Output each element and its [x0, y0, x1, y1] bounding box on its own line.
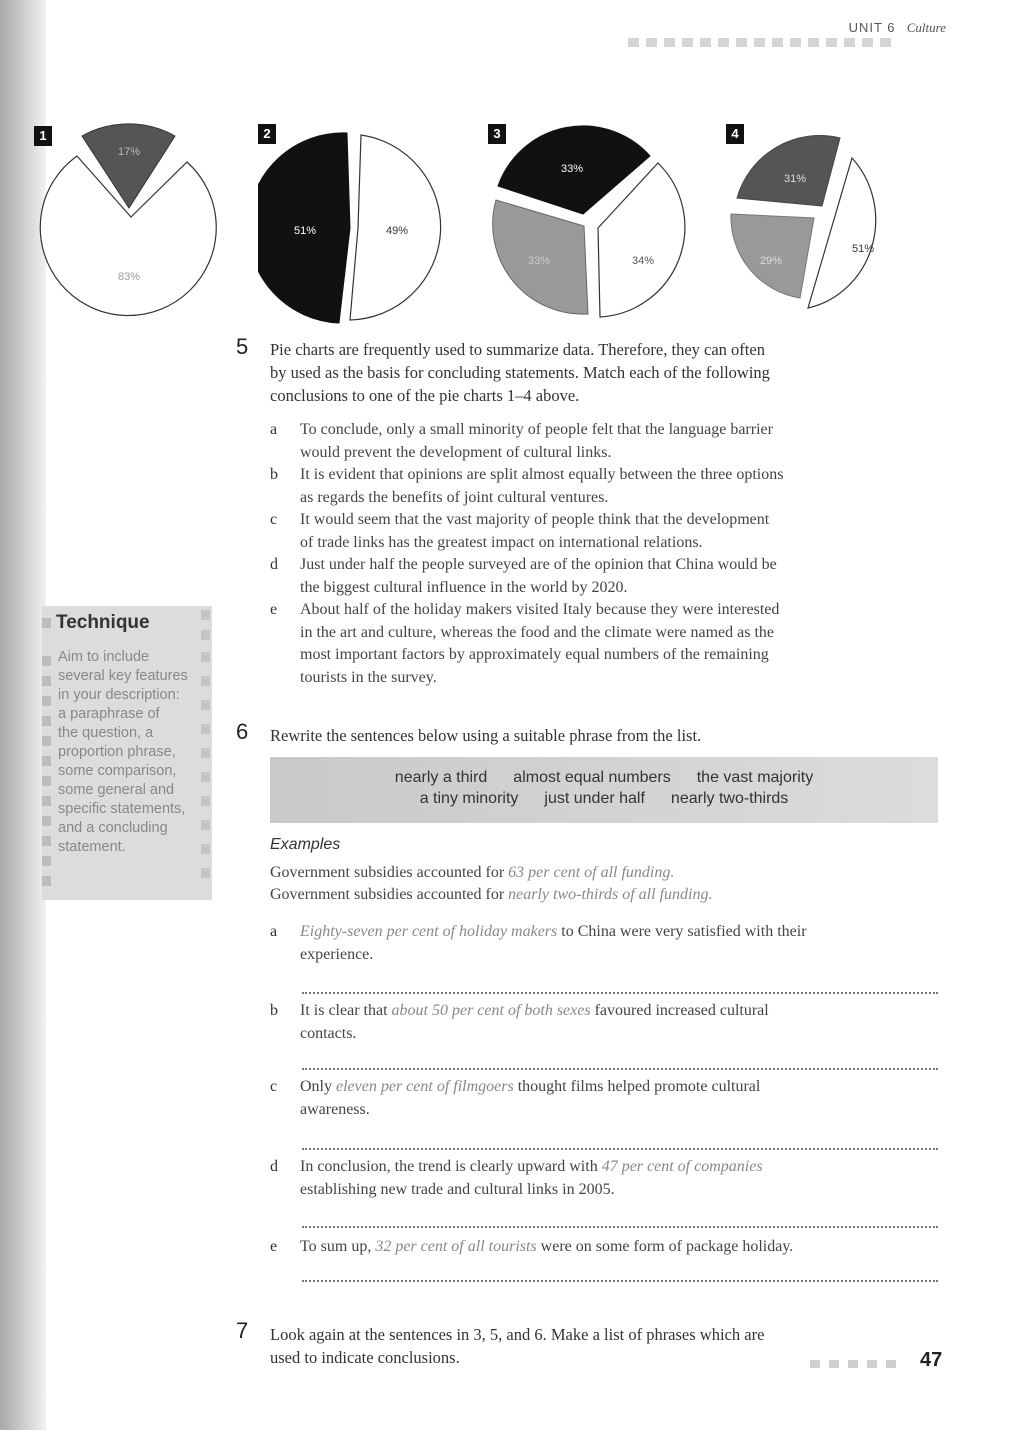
- section-label: Culture: [906, 20, 946, 35]
- example-1: Government subsidies accounted for 63 per cent of all funding.: [270, 864, 675, 881]
- pie-4-label-31: 31%: [784, 173, 807, 185]
- answer-line-a[interactable]: [302, 992, 938, 994]
- running-header: [849, 20, 946, 36]
- pie-4-slice-31: [737, 136, 840, 206]
- question-5-text: [270, 338, 950, 407]
- answer-line-e[interactable]: [302, 1280, 938, 1282]
- q5-line: conclusions to one of the pie charts 1–4 above.: [270, 386, 580, 405]
- technique-body: Aim to include several key features in your description: a paraphrase of the question, a proportion phrase, some comparison, some general and specific statements, and a concluding statement.: [58, 649, 188, 855]
- q6-item-a: a Eighty-seven per cent of holiday makers to China were very satisfied with their experience.: [270, 923, 807, 963]
- phrase-item: just under half: [544, 790, 645, 807]
- pie-1-label-small: 17%: [118, 146, 141, 158]
- question-7-text: Look again at the sentences in 3, 5, and 6. Make a list of phrases which are used to indicate conclusions.: [270, 1325, 765, 1367]
- q6-item-b: b It is clear that about 50 per cent of both sexes favoured increased cultural contacts.: [270, 1002, 769, 1042]
- phrase-item: the vast majority: [696, 769, 814, 786]
- q6-item-c: c Only eleven per cent of filmgoers thought films helped promote cultural awareness.: [270, 1078, 761, 1118]
- phrase-row-2: [270, 790, 938, 808]
- pie-4-label-29: 29%: [760, 255, 783, 267]
- unit-label: UNIT 6: [848, 20, 896, 35]
- pie-3-label-top: 33%: [561, 163, 584, 175]
- phrase-row-1: [270, 769, 938, 787]
- example-2: Government subsidies accounted for nearly two-thirds of all funding.: [270, 886, 713, 903]
- q5-line: by used as the basis for concluding statements. Match each of the following: [270, 363, 770, 382]
- pie-number-3: 3: [488, 124, 506, 144]
- answer-line-b[interactable]: [302, 1068, 938, 1070]
- q5-item-e: e About half of the holiday makers visited Italy because they were interested in the art and culture, whereas the food and the climate were named as the most important factors by approximately equal numbers of the remaining tourists in the survey.: [270, 601, 780, 686]
- phrase-list-box: [270, 757, 938, 823]
- pie-chart-2: [258, 118, 458, 338]
- question-5-number: 5: [236, 334, 249, 359]
- answer-line-d[interactable]: [302, 1226, 938, 1228]
- q5-item-a: a To conclude, only a small minority of people felt that the language barrier would prevent the development of cultural links.: [270, 421, 773, 461]
- technique-box: [42, 606, 212, 900]
- pie-chart-4: [726, 118, 926, 338]
- phrase-item: nearly a third: [394, 769, 488, 786]
- phrase-item: almost equal numbers: [513, 769, 671, 786]
- pie-3-label-right: 34%: [632, 255, 655, 267]
- question-6-text: Rewrite the sentences below using a suitable phrase from the list.: [270, 726, 702, 745]
- page-number: 47: [920, 1349, 943, 1371]
- phrase-item: nearly two-thirds: [670, 790, 789, 807]
- question-5-items: [270, 419, 950, 689]
- q6-item-e: e To sum up, 32 per cent of all tourists were on some form of package holiday.: [270, 1238, 794, 1255]
- pie-3-svg: [488, 118, 698, 338]
- q5-line: Pie charts are frequently used to summarize data. Therefore, they can often: [270, 340, 765, 359]
- q5-item-d: d Just under half the people surveyed are of the opinion that China would be the biggest cultural influence in the world by 2020.: [270, 556, 777, 596]
- pie-2-label-49: 49%: [386, 225, 409, 237]
- pie-number-2: 2: [258, 124, 276, 144]
- pie-chart-3: [488, 118, 698, 338]
- examples-heading: Examples: [270, 836, 341, 853]
- question-6-number: 6: [236, 719, 249, 744]
- pie-4-label-51: 51%: [852, 243, 875, 255]
- question-7-number: 7: [236, 1318, 249, 1343]
- technique-title: Technique: [56, 612, 150, 633]
- pie-3-label-left: 33%: [528, 255, 551, 267]
- pie-number-4: 4: [726, 124, 744, 144]
- pie-chart-1: [34, 118, 234, 338]
- pie-2-svg: [258, 118, 458, 338]
- pie-1-label-large: 83%: [118, 271, 141, 283]
- header-dots: [628, 38, 891, 47]
- pie-number-1: 1: [34, 126, 52, 146]
- pie-4-svg: [726, 118, 926, 338]
- q5-item-c: c It would seem that the vast majority of people think that the development of trade links has the greatest impact on international relations.: [270, 511, 770, 551]
- q6-item-d: d In conclusion, the trend is clearly upward with 47 per cent of companies establishing new trade and cultural links in 2005.: [270, 1158, 763, 1198]
- footer-dots: [810, 1360, 896, 1368]
- q5-item-b: b It is evident that opinions are split almost equally between the three options as regards the benefits of joint cultural ventures.: [270, 466, 784, 506]
- pie-2-label-51: 51%: [294, 225, 317, 237]
- phrase-item: a tiny minority: [419, 790, 519, 807]
- pie-1-svg: [34, 118, 234, 338]
- answer-line-c[interactable]: [302, 1148, 938, 1150]
